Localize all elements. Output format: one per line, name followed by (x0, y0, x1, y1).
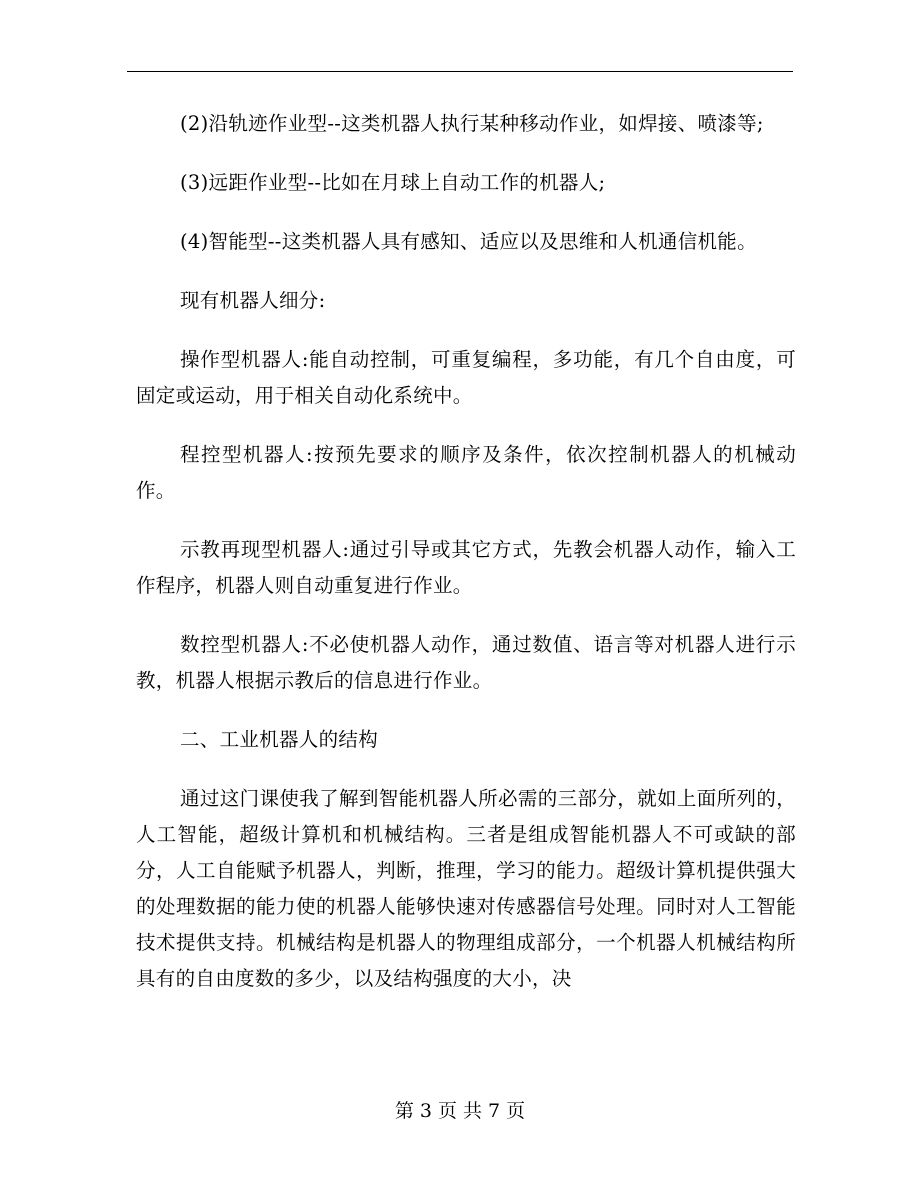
paragraph-subdivision-heading: 现有机器人细分: (180, 289, 326, 312)
paragraph-remote-type: (3)远距作业型--比如在月球上自动工作的机器人; (180, 171, 606, 194)
paragraph-program-control-robot: 程控型机器人:按预先要求的顺序及条件，依次控制机器人的机械动作。 (136, 443, 796, 502)
paragraph-intelligent-type: (4)智能型--这类机器人具有感知、适应以及思维和人机通信机能。 (180, 230, 757, 253)
section-heading-structure: 二、工业机器人的结构 (180, 728, 379, 751)
paragraph-trajectory-type: (2)沿轨迹作业型--这类机器人执行某种移动作业，如焊接、喷漆等; (180, 112, 764, 135)
paragraph-numerical-control-robot: 数控型机器人:不必使机器人动作，通过数值、语言等对机器人进行示教，机器人根据示教后的信息进行作业。 (136, 633, 796, 692)
document-body (136, 106, 796, 997)
paragraph-operating-robot: 操作型机器人:能自动控制，可重复编程，多功能，有几个自由度，可固定或运动，用于相关自动化系统中。 (136, 348, 796, 407)
paragraph-teach-playback-robot: 示教再现型机器人:通过引导或其它方式，先教会机器人动作，输入工作程序，机器人则自动重复进行作业。 (136, 538, 796, 597)
paragraph-structure-body: 通过这门课使我了解到智能机器人所必需的三部分，就如上面所列的，人工智能，超级计算机和机械结构。三者是组成智能机器人不可或缺的部分，人工自能赋予机器人，判断，推理，学习的能力。超级计算机提供强大的处理数据的能力使的机器人能够快速对传感器信号处理。同时对人工智能技术提供支持。机械结构是机器人的物理组成部分，一个机器人机械结构所具有的自由度数的多少，以及结构强度的大小，决 (136, 787, 796, 990)
header-rule (127, 71, 793, 72)
page-number: 第 3 页 共 7 页 (394, 1100, 526, 1122)
